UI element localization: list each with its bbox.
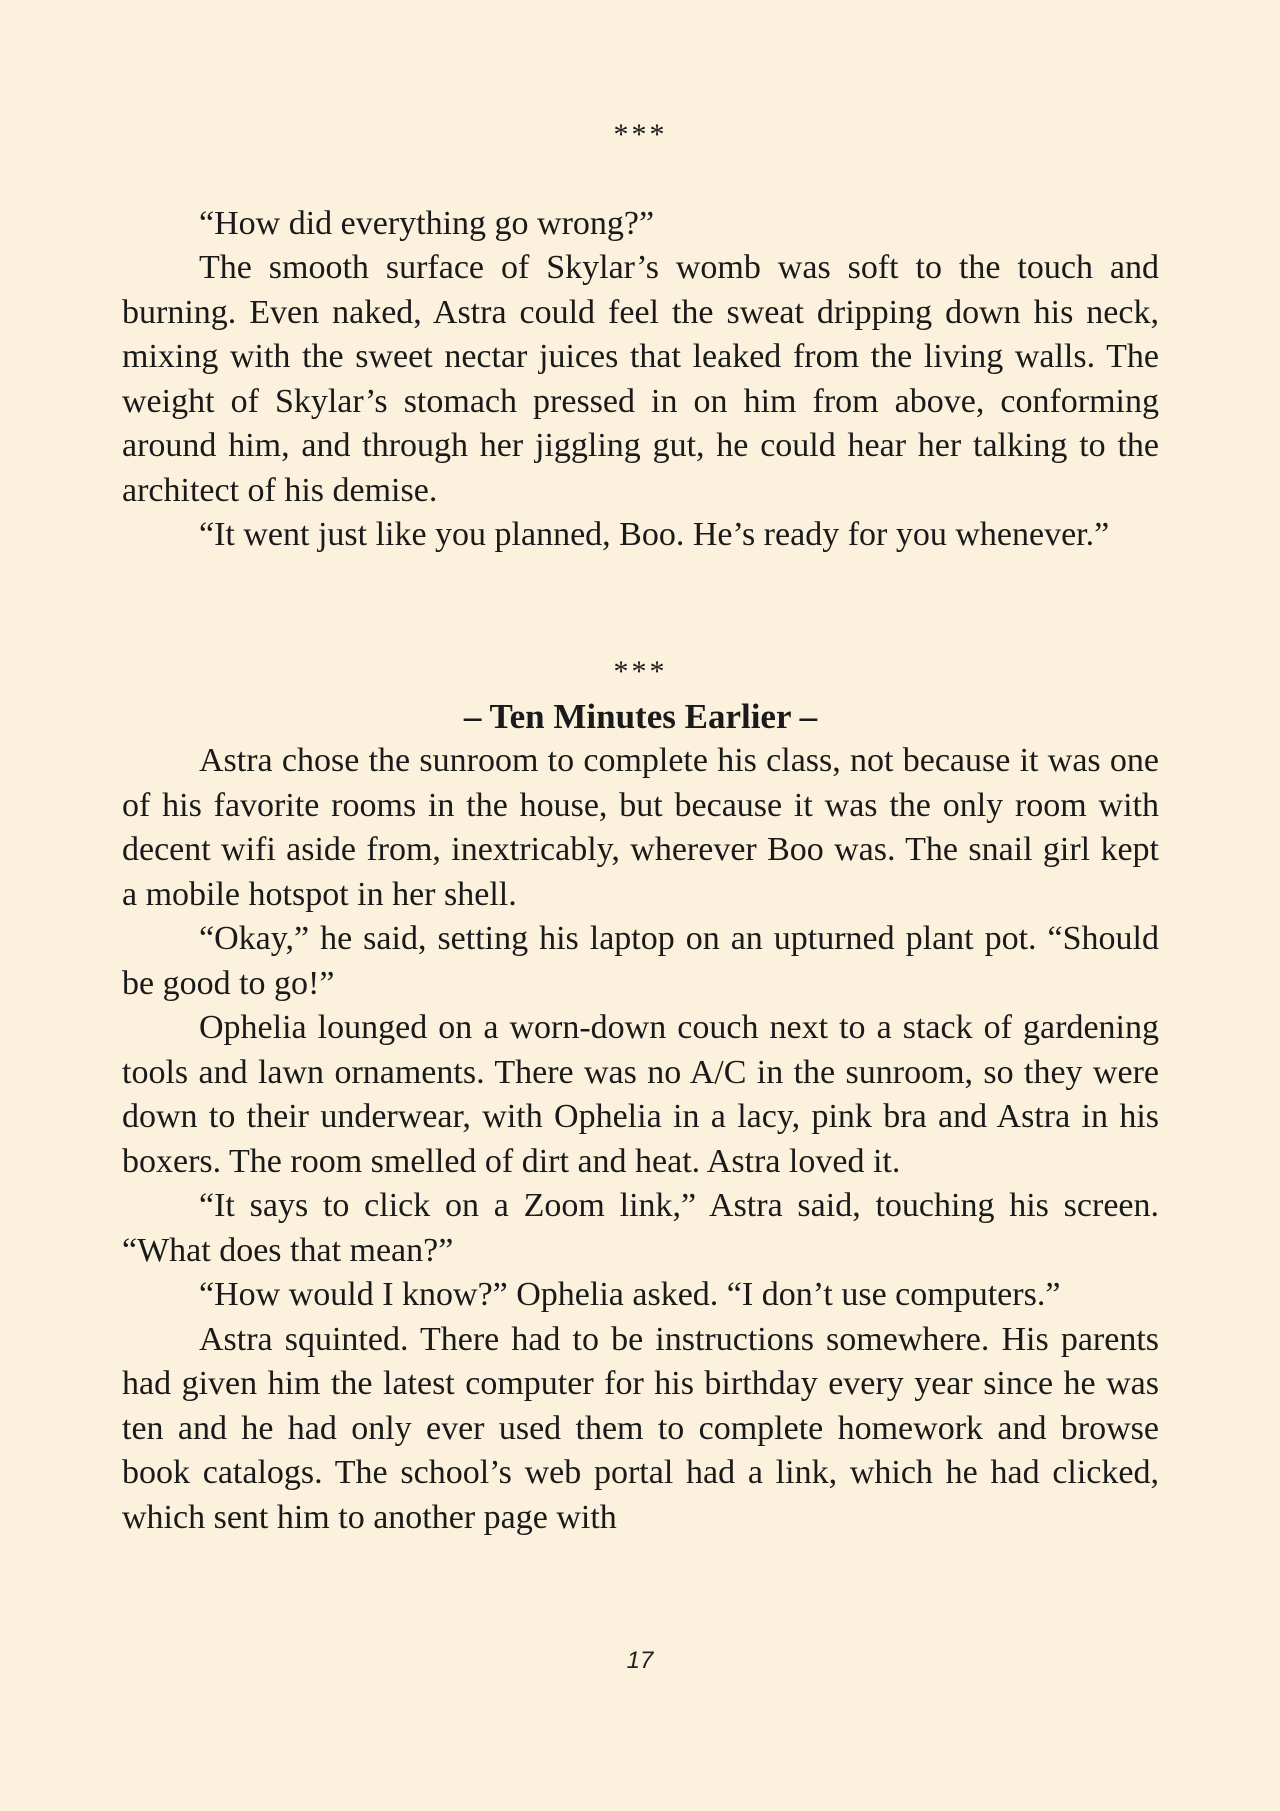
paragraph: Ophelia lounged on a worn-down couch next to a stack of gardening tools and lawn ornaments. There was no A/C in the sunroom, so they were down to their underwear, with Ophelia in a lacy, pink bra and Astra in his boxers. The room smelled of dirt and heat. Astra loved it. <box>122 1009 1159 1180</box>
page-number: 17 <box>626 1647 654 1674</box>
paragraph: “How would I know?” Ophelia asked. “I don’t use computers.” <box>199 1276 1061 1313</box>
scene-separator: *** <box>613 118 668 151</box>
paragraph: Astra squinted. There had to be instructions somewhere. His parents had given him the latest computer for his birthday every year since he was ten and he had only ever used them to complete homework and browse book catalogs. The school’s web portal had a link, which he had clicked, which sent him to another page with <box>122 1320 1159 1536</box>
paragraph: The smooth surface of Skylar’s womb was soft to the touch and burning. Even naked, Astra could feel the sweat dripping down his neck, mixing with the sweet nectar juices that leaked from the living walls. The weight of Skylar’s stomach pressed in on him from above, conforming around him, and through her jiggling gut, he could hear her talking to the architect of his demise. <box>122 249 1159 509</box>
section-heading: – Ten Minutes Earlier – <box>463 696 818 736</box>
paragraph: “It says to click on a Zoom link,” Astra said, touching his screen. “What does that mean?” <box>122 1187 1159 1269</box>
paragraph: “Okay,” he said, setting his laptop on an upturned plant pot. “Should be good to go!” <box>122 920 1159 1002</box>
section-flashforward <box>122 113 1159 558</box>
paragraph: Astra chose the sunroom to complete his class, not because it was one of his favorite rooms in the house, but because it was the only room with decent wifi aside from, inextricably, wherever Boo was. The snail girl kept a mobile hotspot in her shell. <box>122 742 1159 913</box>
blank-line <box>122 158 1159 202</box>
paragraph: “How did everything go wrong?” <box>199 204 655 242</box>
paragraph: “It went just like you planned, Boo. He’s ready for you whenever.” <box>199 516 1110 553</box>
section-ten-minutes-earlier <box>122 650 1159 1540</box>
scene-separator: *** <box>613 655 668 688</box>
